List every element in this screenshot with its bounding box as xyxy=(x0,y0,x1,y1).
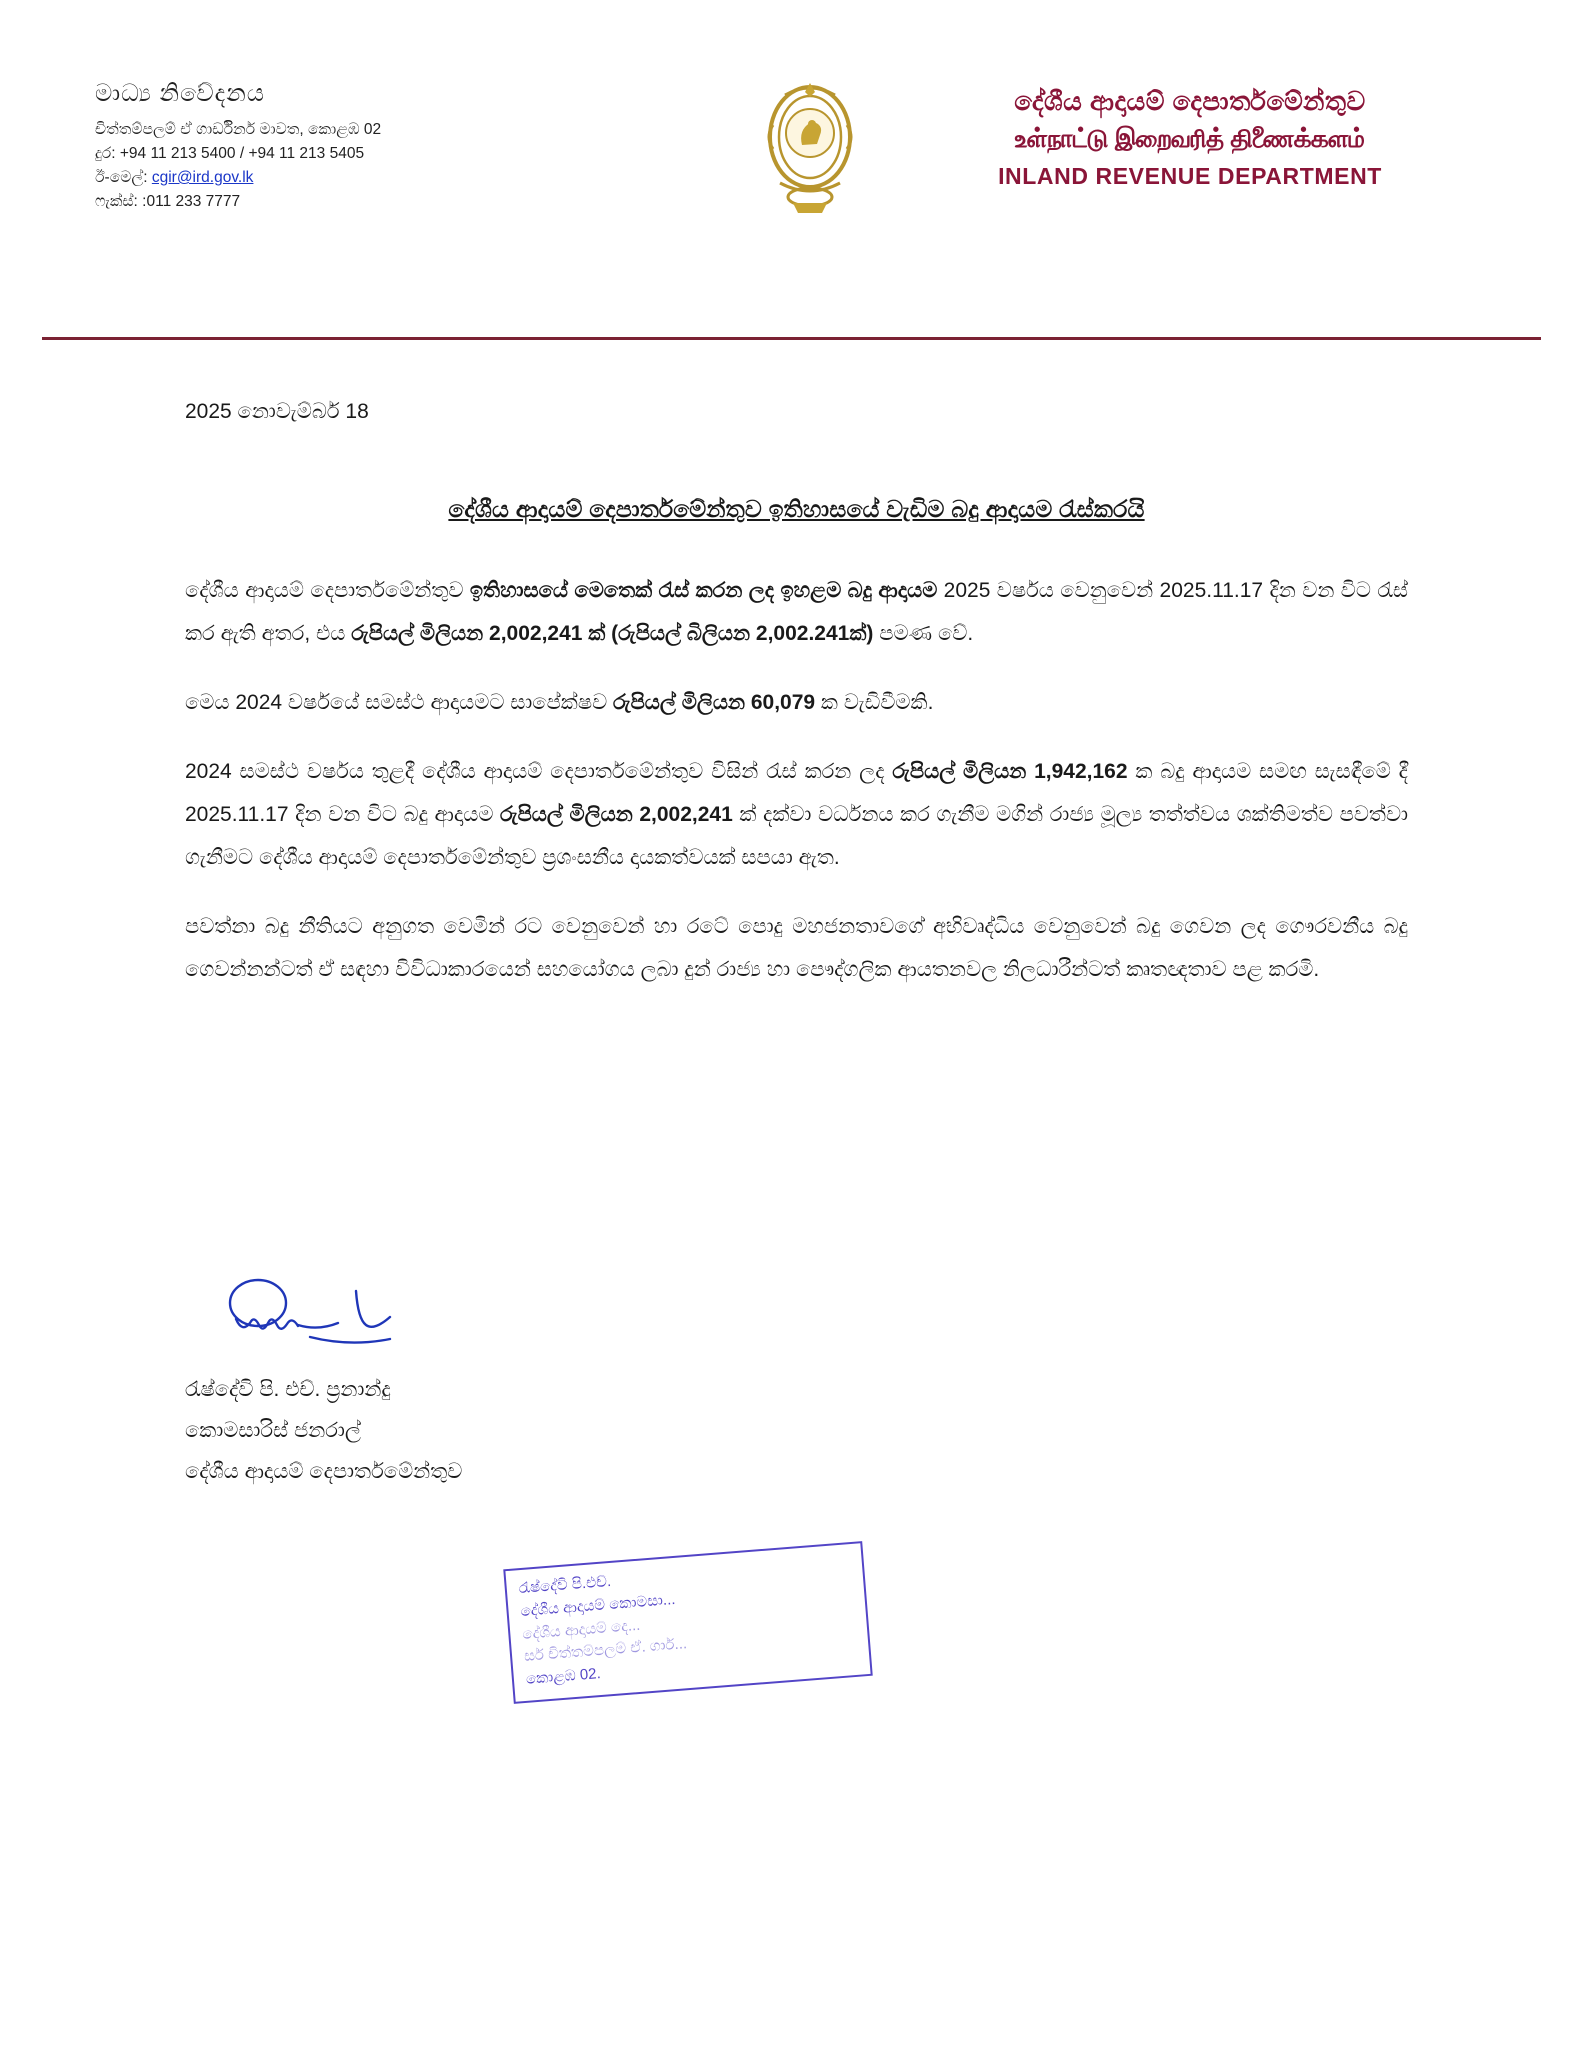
phone-label: දුර: xyxy=(95,145,116,163)
paragraph-4: පවත්නා බදු නීතියට අනුගත වෙමින් රට වෙනුවෙන් හා රටේ පොදු මහජනතාවගේ අභිවෘද්ධිය වෙනුවෙන් බදු ගෙවන ලද ගෞරවනීය බදු ගෙවන්නන්ටත් ඒ සඳහා විවිධාකාරයෙන් සහයෝගය ලබා දුන් රාජ්‍ය හා පෞද්ගලික ආයතනවල නිලධාරීන්ටත් කෘතඥතාව පළ කරමි. xyxy=(185,915,1408,982)
stamp-line: රැෂ්දේවි පි.එච්. xyxy=(518,1572,612,1598)
media-release-heading: මාධ්‍ය නිවේදනය xyxy=(95,80,266,107)
email-label: ඊ-මෙල්: xyxy=(95,169,148,187)
letterhead-left-block xyxy=(95,80,655,214)
stamp-line: කොළඹ 02. xyxy=(525,1665,602,1689)
fax-label: ෆැක්ස්: xyxy=(95,193,138,211)
department-name-block xyxy=(895,82,1485,190)
page-title: දේශීය ආදායම් දෙපාර්තමේන්තුව ඉතිහාසයේ වැඩිම බදු ආදායම රැස්කරයි xyxy=(448,496,1145,522)
handwritten-signature xyxy=(210,1275,470,1365)
signatory-name: රැෂ්දේවි පි. එච්. ප්‍රනාන්දු xyxy=(185,1378,391,1401)
stamp-line: දේශීය ආදායම් කොමසා... xyxy=(519,1590,676,1620)
paragraph-3: 2024 සමස්ථ වර්ෂය තුළදී දේශීය ආදායම් දෙපාර්තමේන්තුව විසින් රැස් කරන ලද රුපියල් මිලියන 1,942,162 ක බදු ආදායම සමඟ සැසඳීමේ දී 2025.11.17 දින වන විට බදු ආදායම රුපියල් මිලියන 2,002,241 ක් දක්වා වර්ධනය කර ගැනීම මගින් රාජ්‍ය මූල්‍ය තත්ත්වය ශක්තිමත්ව පවත්වා ගැනීමට දේශීය ආදායම් දෙපාර්තමේන්තුව ප්‍රශංසනීය දායකත්වයක් සපයා ඇත. xyxy=(185,760,1408,870)
email-link[interactable]: cgir@ird.gov.lk xyxy=(151,169,254,187)
letterhead xyxy=(95,80,1488,240)
dept-name-sinhala: දේශීය ආදායම් දෙපාර්තමේන්තුව xyxy=(1014,86,1366,116)
letter-body xyxy=(185,400,1408,1017)
signatory-designation: කොමසාරිස් ජනරාල් xyxy=(185,1418,361,1442)
stamp-line: සර් චිත්තම්පලම් ඒ. ගාර්... xyxy=(523,1635,688,1666)
contact-details xyxy=(95,118,655,214)
official-rubber-stamp xyxy=(503,1541,872,1704)
signature-block xyxy=(185,1370,885,1493)
fax-value: :011 233 7777 xyxy=(142,193,241,211)
phone-value: +94 11 213 5400 / +94 11 213 5405 xyxy=(119,145,365,163)
national-emblem-icon xyxy=(755,75,865,220)
dept-name-english: INLAND REVENUE DEPARTMENT xyxy=(998,162,1382,189)
dept-name-tamil: உள்நாட்டு இறைவரித் திணைக்களம் xyxy=(1015,125,1365,153)
paragraph-2: මෙය 2024 වර්ෂයේ සමස්ථ ආදායමට සාපේක්ෂව රුපියල් මිලියන 60,079 ක වැඩිවීමකි. xyxy=(185,691,934,715)
header-divider xyxy=(42,337,1541,340)
address-line: චිත්තම්පලම් ඒ ගාර්ඩිනර් මාවත, කොළඹ 02 xyxy=(95,121,382,138)
stamp-line: දේශීය ආදායම් දෙ... xyxy=(521,1616,641,1643)
signatory-department: දේශීය ආදායම් දෙපාර්තමේන්තුව xyxy=(185,1459,463,1483)
paragraph-1: දේශීය ආදායම් දෙපාර්තමේන්තුව ඉතිහාසයේ මෙතෙක් රැස් කරන ලද ඉහළම බදු ආදායම 2025 වර්ෂය වෙනුවෙන් 2025.11.17 දින වන විට රැස් කර ඇති අතර, එය රුපියල් මිලියන 2,002,241 ක් (රුපියල් බිලියන 2,002.241ක්) පමණ වේ. xyxy=(185,579,1408,646)
letter-date: 2025 නොවැම්බර් 18 xyxy=(185,400,369,423)
